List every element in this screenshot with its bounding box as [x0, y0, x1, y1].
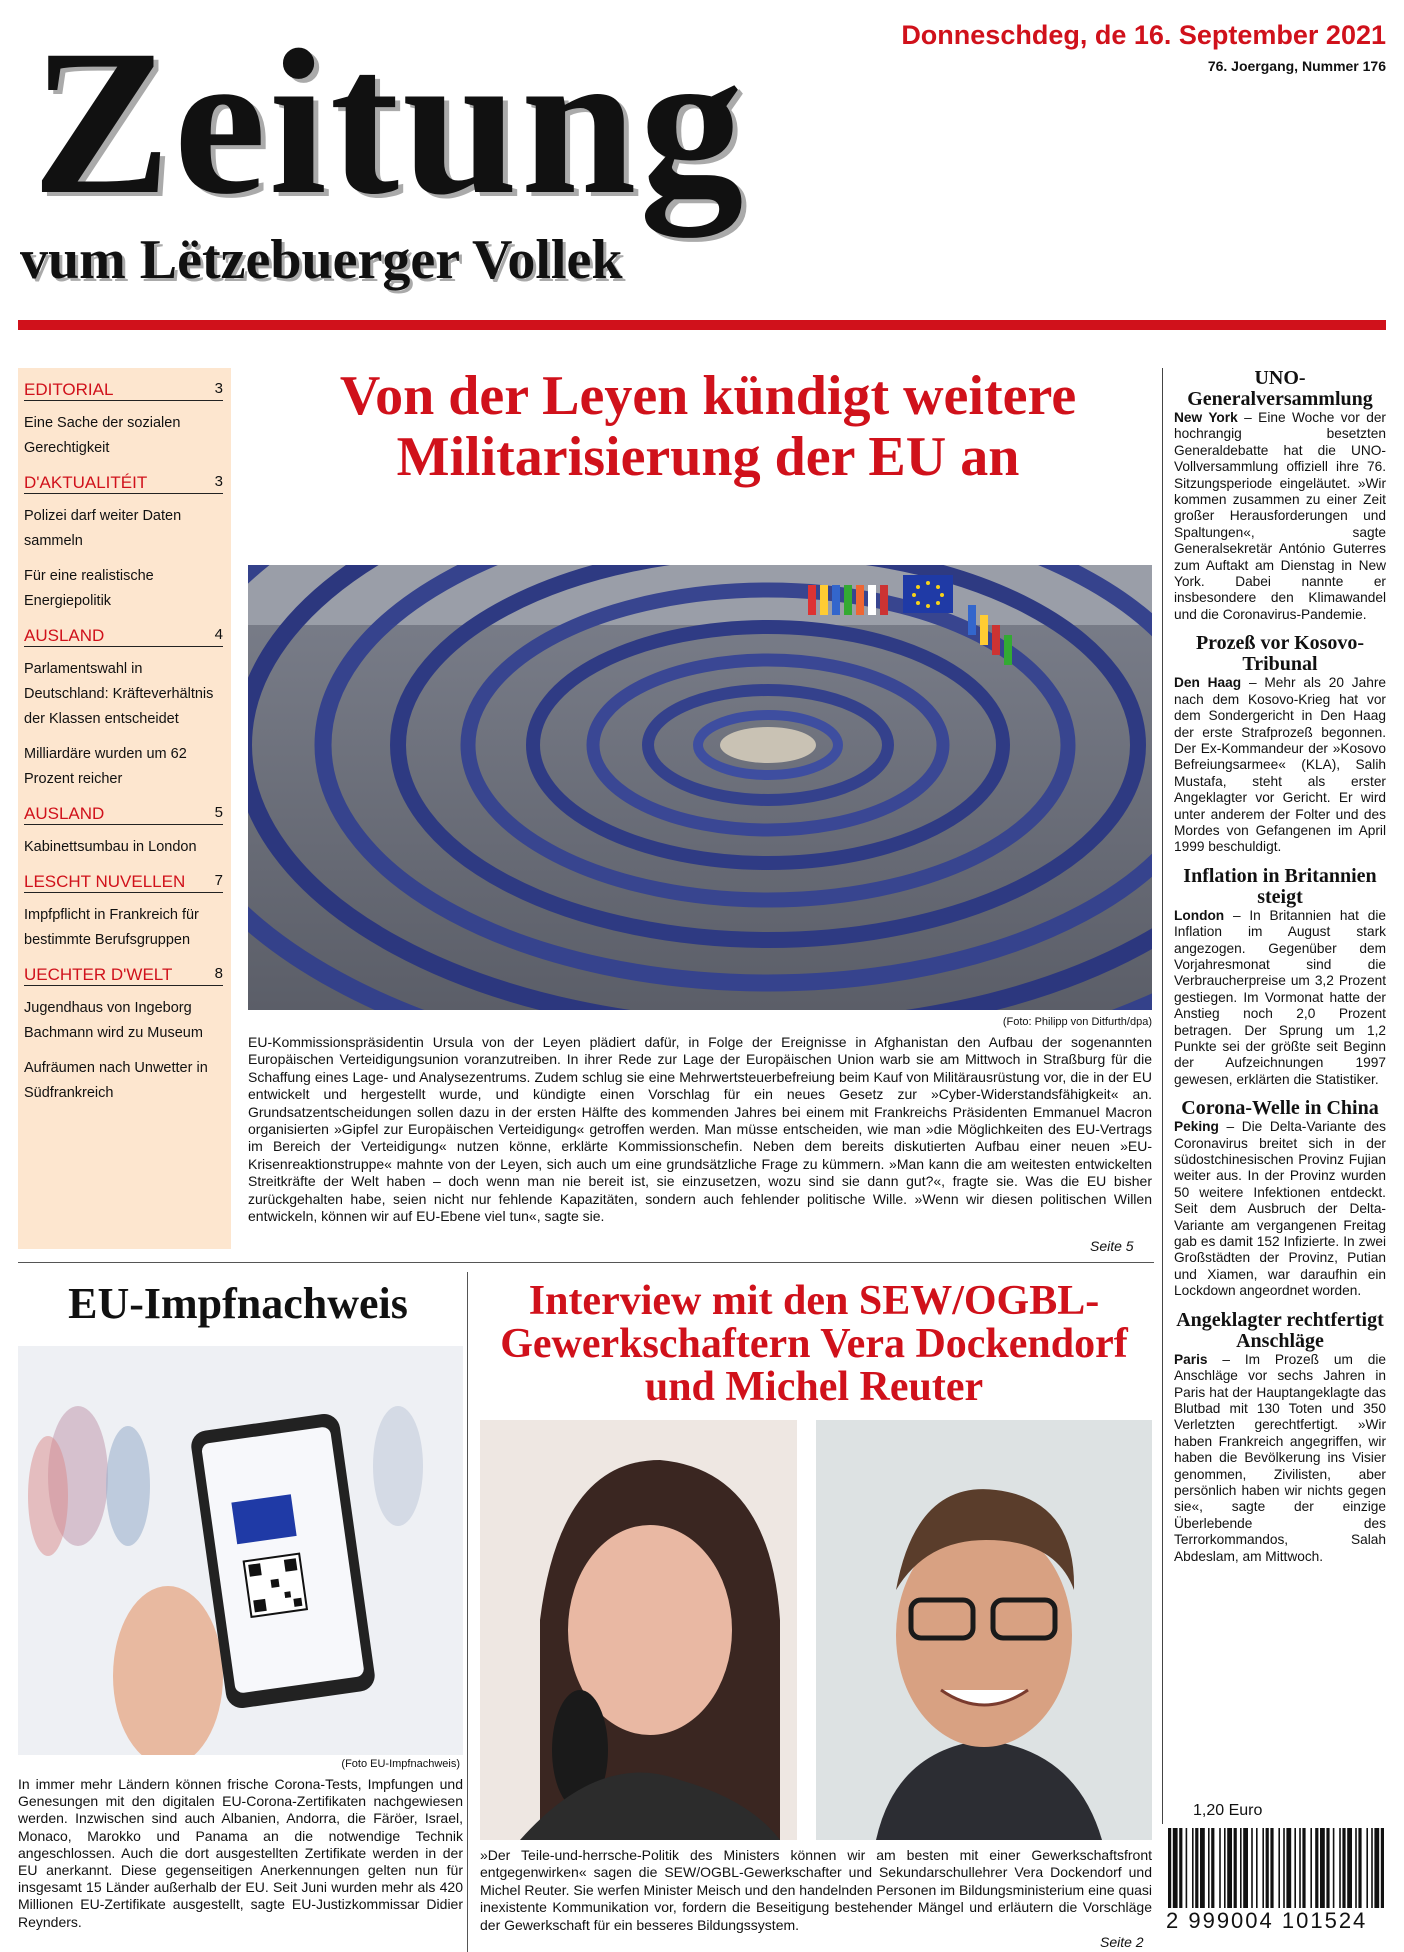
- index-page-number: 7: [214, 872, 223, 889]
- brief-text: [1174, 1352, 1386, 1565]
- brief-dateline: London: [1174, 907, 1225, 923]
- index-page-number: 3: [214, 473, 223, 490]
- column-divider: [467, 1272, 468, 1952]
- brief-text: [1174, 1119, 1386, 1299]
- interview-headline[interactable]: Interview mit den SEW/OGBL-Gewerkschaftern Vera Dockendorf und Michel Reuter: [500, 1278, 1128, 1410]
- brief-text: [1174, 410, 1386, 623]
- brief-body: – Im Prozeß um die Anschläge vor sechs Jahren in Paris hat der Hauptangeklagte das Blutbad mit 130 Toten und 350 Verletzten gerechtfertigt. »Wir haben Frankreich angegriffen, wir haben die Bevölkerung ins Visier genommen, Zivilisten, aber persönlich haben wir nichts gegen sie«, sagte der einzige Überlebende des Terrorkommandos, Salah Abdeslam, am Mittwoch.: [1174, 1351, 1386, 1564]
- brief-headline[interactable]: UNO-Generalversammlung: [1187, 367, 1373, 410]
- masthead-title: Zeitung: [32, 7, 747, 237]
- brief-headline[interactable]: Corona-Welle in China: [1181, 1097, 1379, 1120]
- masthead-subtitle: vum Lëtzebuerger Vollek: [20, 229, 623, 291]
- index-page-number: 8: [214, 965, 223, 982]
- interview-article-text: »Der Teile-und-herrsche-Politik des Ministers können wir am besten mit einer Gewerkschaftsfront entgegenwirken« sagen die SEW/OGBL-Gewerkschafter und Sekundarschullehrer Vera Dockendorf und Michel Reuter. Sie werfen Minister Meisch und den handelnden Personen im Bildungsministerium eine quasi inexistente Kommunikation vor, fordern die Beseitigung bestehender Mängel und erläutern die Vorschläge der Gewerkschaft für ein besseres Bildungssystem.: [480, 1847, 1152, 1933]
- index-item[interactable]: Milliardäre wurden um 62 Prozent reicher: [24, 746, 187, 787]
- brief-headline[interactable]: Prozeß vor Kosovo-Tribunal: [1195, 632, 1365, 676]
- brief-body: – Die Delta-Variante des Coronavirus breitet sich in der südostchinesischen Provinz Fujian weiter aus. In der Provinz wurden 50 weitere Infektionen entdeckt. Seit dem Ausbruch der Delta-Variante am vergangenen Freitag gab es damit 152 Infizierte. In zwei Großstädten der Provinz, Putian und Xiamen, war daraufhin ein Lockdown angeordnet worden.: [1174, 1119, 1386, 1299]
- index-item[interactable]: Jugendhaus von Ingeborg Bachmann wird zu Museum: [24, 1000, 203, 1041]
- index-item[interactable]: Aufräumen nach Unwetter in Südfrankreich: [24, 1060, 208, 1101]
- index-section[interactable]: [24, 953, 223, 986]
- lead-headline[interactable]: Von der Leyen kündigt weitere Militarisierung der EU an: [339, 365, 1077, 488]
- index-item[interactable]: Parlamentswahl in Deutschland: Kräfteverhältnis der Klassen entscheidet: [24, 661, 214, 727]
- portrait-man-image: [816, 1420, 1152, 1840]
- index-section-title: EDITORIAL: [24, 380, 114, 399]
- section-divider: [18, 1262, 1154, 1263]
- brief-dateline: Den Haag: [1174, 675, 1242, 691]
- index-section[interactable]: [24, 368, 223, 401]
- brief-headline[interactable]: Inflation in Britannien steigt: [1183, 864, 1377, 908]
- lead-article-text: EU-Kommissionspräsidentin Ursula von der Leyen plädiert dafür, in Folge der Ereignisse in Afghanistan den Aufbau der sogenannten Europäischen Verteidigungsunion voranzutreiben. In ihrer Rede zur Lage der Europäischen Union warb sie am Mittwoch in Straßburg für die Schaffung eines Lage- und Analysezentrums. Zudem schlug sie eine Mehrwertsteuerbefreiung beim Kauf von Militärausrüstung vor, die in der EU entwickelt und hergestellt wurde, und kündigte einen Vorschlag für ein neues Gesetz zur »Cyber-Widerstandsfähigkeit« an. Grundsatzentscheidungen sollen dazu in der ersten Hälfte des kommenden Jahres bei einem mit Frankreichs Präsidenten Emmanuel Macron organisierten »Gipfel zur Europäischen Verteidigung« getroffen werden. Man müsse entscheiden, wie man »die Möglichkeiten des EU-Vertrags im Bereich der Verteidigung« nutzen könne, erklärte Kommissionschefin. Neben dem bereits diskutierten Aufbau einer neuen »EU-Krisenreaktionstruppe« mahnte von der Leyen, sich auch um eine grundsätzliche Frage zu kümmern. »Man kann die am weitesten entwickelten Streitkräfte der Welt haben – doch wenn man nie bereit ist, sie einzusetzen, wozu sind sie dann gut?«, fragte sie. Was die EU bisher zurückgehalten habe, seien nicht nur fehlende Kapazitäten, sondern auch fehlender politische Wille. »Wenn wir diesen politischen Willen entwickeln, können wir auf EU-Ebene viel tun«, sagte sie.: [248, 1034, 1152, 1225]
- index-section-title: AUSLAND: [24, 804, 105, 823]
- brief-body: – In Britannien hat die Inflation im August stark angezogen. Gegenüber dem Vorjahresmonat sind die Verbraucherpreise um 3,2 Prozent gestiegen. Im Vormonat hatte der Anstieg noch 2,0 Prozent betragen. Der Sprung um 1,2 Punkte sei der größte seit Beginn der Aufzeichnungen 1997 gewesen, erklärten die Statistiker.: [1174, 907, 1386, 1087]
- index-section-title: UECHTER D'WELT: [24, 965, 173, 984]
- brief-dateline: New York: [1174, 410, 1238, 425]
- index-section-title: D'AKTUALITÉIT: [24, 473, 148, 492]
- issue-date: Donneschdeg, de 16. September 2021: [901, 20, 1386, 50]
- index-section[interactable]: [24, 614, 223, 647]
- impfnachweis-article-text: In immer mehr Ländern können frische Corona-Tests, Impfungen und Genesungen mit den digitalen EU-Corona-Zertifikaten nachgewiesen werden. Inzwischen sind auch Albanien, Andorra, die Färöer, Israel, Monaco, Marokko und Panama an die notwendige Technik angeschlossen. Auch die dort ausgestellten Zertifikate werden in der EU anerkannt. Diese gegenseitigen Anerkennungen gelten nun für insgesamt 15 Länder außerhalb der EU. Seit Juni wurden mehr als 420 Millionen EU-Zertifikate ausgestellt, sagte EU-Justizkommissar Didier Reynders.: [18, 1776, 463, 1930]
- index-item[interactable]: Impfpflicht in Frankreich für bestimmte Berufsgruppen: [24, 907, 199, 948]
- portrait-woman-image: [480, 1420, 797, 1840]
- masthead-rule: [18, 320, 1386, 330]
- parliament-photo: [248, 565, 1152, 1010]
- photo-caption: (Foto: Philipp von Ditfurth/dpa): [1002, 1016, 1152, 1028]
- index-page-number: 5: [214, 804, 223, 821]
- index-section[interactable]: [24, 461, 223, 494]
- brief-body: – Mehr als 20 Jahre nach dem Kosovo-Krieg hat vor dem Sondergericht in Den Haag der erste Strafprozeß begonnen. Der Ex-Kommandeur der »Kosovo Befreiungsarmee« (KLA), Salih Mustafa, steht als erster Angeklagter vor Gericht. Er wird unter anderem der Folter und des Mordes von Gefangenen im April 1999 beschuldigt.: [1174, 675, 1386, 855]
- brief-body: – Eine Woche vor der hochrangig besetzten Generaldebatte hat die UNO-Vollversammlung offiziell ihre 76. Sitzungsperiode eingeläutet. »Wir kommen zusammen zu einer Zeit großer Herausforderungen und Spaltungen«, sagte Generalsekretär António Guterres zum Auftakt am Dienstag in New York. Dabei nannte er insbesondere den Klimawandel und die Coronavirus-Pandemie.: [1174, 410, 1386, 622]
- index-section-title: AUSLAND: [24, 626, 105, 645]
- index-section-title: LESCHT NUVELLEN: [24, 872, 186, 891]
- index-item[interactable]: Kabinettsumbau in London: [24, 839, 197, 855]
- issue-number: 76. Joergang, Nummer 176: [1207, 58, 1386, 74]
- vaccination-certificate-image: [18, 1346, 463, 1755]
- michel-reuter-photo: [816, 1420, 1152, 1840]
- table-of-contents: [18, 368, 231, 1249]
- index-page-number: 4: [214, 626, 223, 643]
- news-briefs-column: [1174, 368, 1386, 1565]
- brief-dateline: Peking: [1174, 1119, 1219, 1135]
- parliament-hemicycle-image: [248, 565, 1152, 1010]
- index-section[interactable]: [24, 860, 223, 893]
- price-label: 1,20 Euro: [1193, 1802, 1263, 1819]
- index-item[interactable]: Polizei darf weiter Daten sammeln: [24, 508, 182, 549]
- index-item[interactable]: Für eine realistische Energiepolitik: [24, 568, 154, 609]
- impfnachweis-headline[interactable]: EU-Impfnachweis: [68, 1279, 408, 1328]
- page-reference[interactable]: Seite 2: [1100, 1934, 1144, 1950]
- index-section[interactable]: [24, 792, 223, 825]
- index-item[interactable]: Eine Sache der sozialen Gerechtigkeit: [24, 415, 181, 456]
- brief-text: [1174, 675, 1386, 855]
- barcode-icon: [1162, 1828, 1392, 1908]
- column-divider: [1162, 368, 1163, 1824]
- photo-caption: (Foto EU-Impfnachweis): [341, 1758, 460, 1770]
- phone-certificate-photo: [18, 1346, 463, 1755]
- brief-headline[interactable]: Angeklagter rechtfertigt Anschläge: [1176, 1308, 1384, 1352]
- brief-dateline: Paris: [1174, 1351, 1208, 1367]
- vera-dockendorf-photo: [480, 1420, 797, 1840]
- barcode-number: 2 999004 101524: [1166, 1908, 1368, 1933]
- brief-text: [1174, 908, 1386, 1088]
- page-reference[interactable]: Seite 5: [1090, 1238, 1134, 1254]
- index-page-number: 3: [214, 380, 223, 397]
